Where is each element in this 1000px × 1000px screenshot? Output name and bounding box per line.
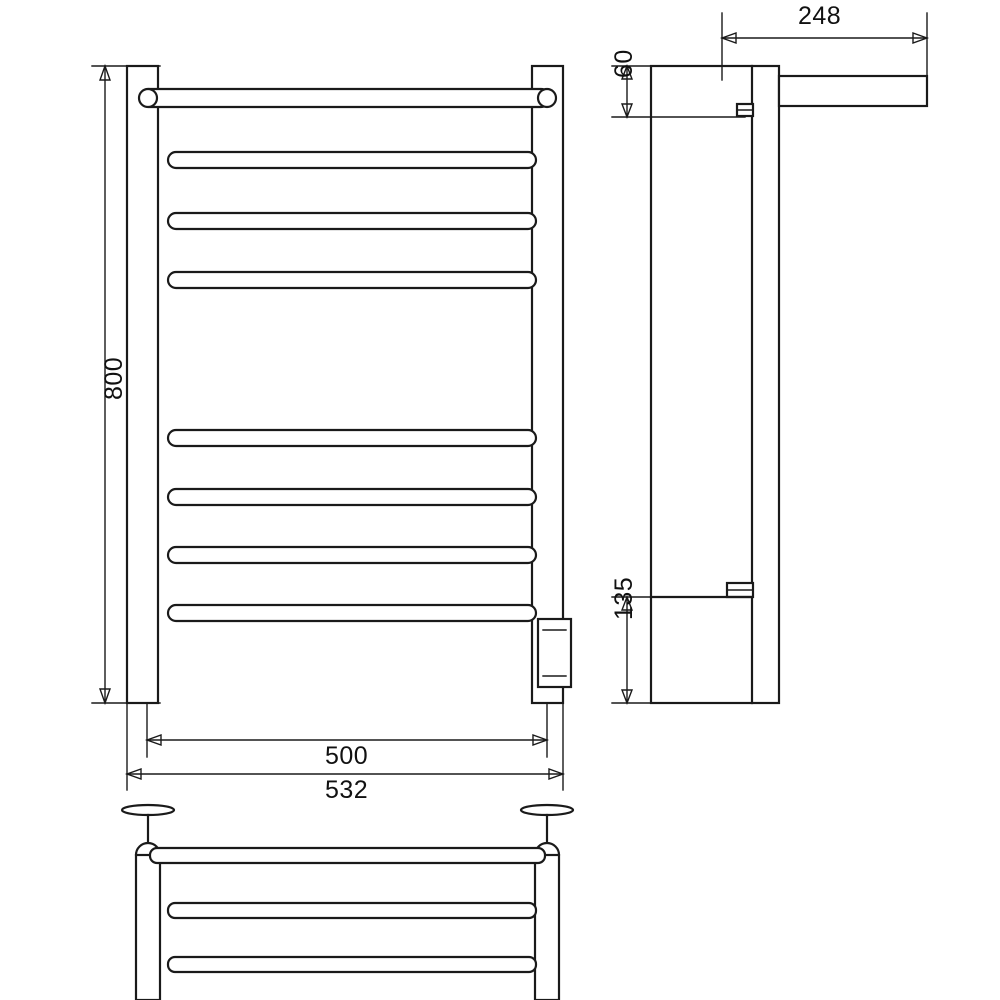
towel-bar-5 <box>168 430 536 446</box>
towel-bar-3 <box>168 213 536 229</box>
top-view <box>122 805 573 1000</box>
front-view <box>127 66 571 703</box>
towel-bar-6 <box>168 489 536 505</box>
dim-text-overall-width: 532 <box>325 776 369 804</box>
side-view <box>651 66 927 703</box>
front-view-dimensions <box>92 66 563 790</box>
towel-bar-1 <box>140 89 550 107</box>
towel-bar-4 <box>168 272 536 288</box>
dim-text-depth: 248 <box>798 2 842 30</box>
left-wall-plate <box>122 805 174 815</box>
right-wall-plate <box>521 805 573 815</box>
side-body-outline <box>651 66 779 703</box>
plan-bar-1 <box>150 848 545 863</box>
dim-text-bar-width: 500 <box>325 742 369 770</box>
right-top-joint <box>538 89 556 107</box>
dim-text-top-offset: 60 <box>610 49 638 78</box>
plan-bar-2 <box>168 903 536 918</box>
right-post-plan <box>535 855 559 1000</box>
left-vertical-post <box>127 66 158 703</box>
heating-element-housing <box>538 619 571 687</box>
plan-bar-3 <box>168 957 536 972</box>
towel-bar-7 <box>168 547 536 563</box>
left-top-joint <box>139 89 157 107</box>
dim-text-element-height: 135 <box>610 576 638 620</box>
left-post-plan <box>136 855 160 1000</box>
towel-bar-8 <box>168 605 536 621</box>
wall-bracket-arm <box>779 76 927 106</box>
towel-bar-2 <box>168 152 536 168</box>
dim-text-height: 800 <box>100 356 128 400</box>
